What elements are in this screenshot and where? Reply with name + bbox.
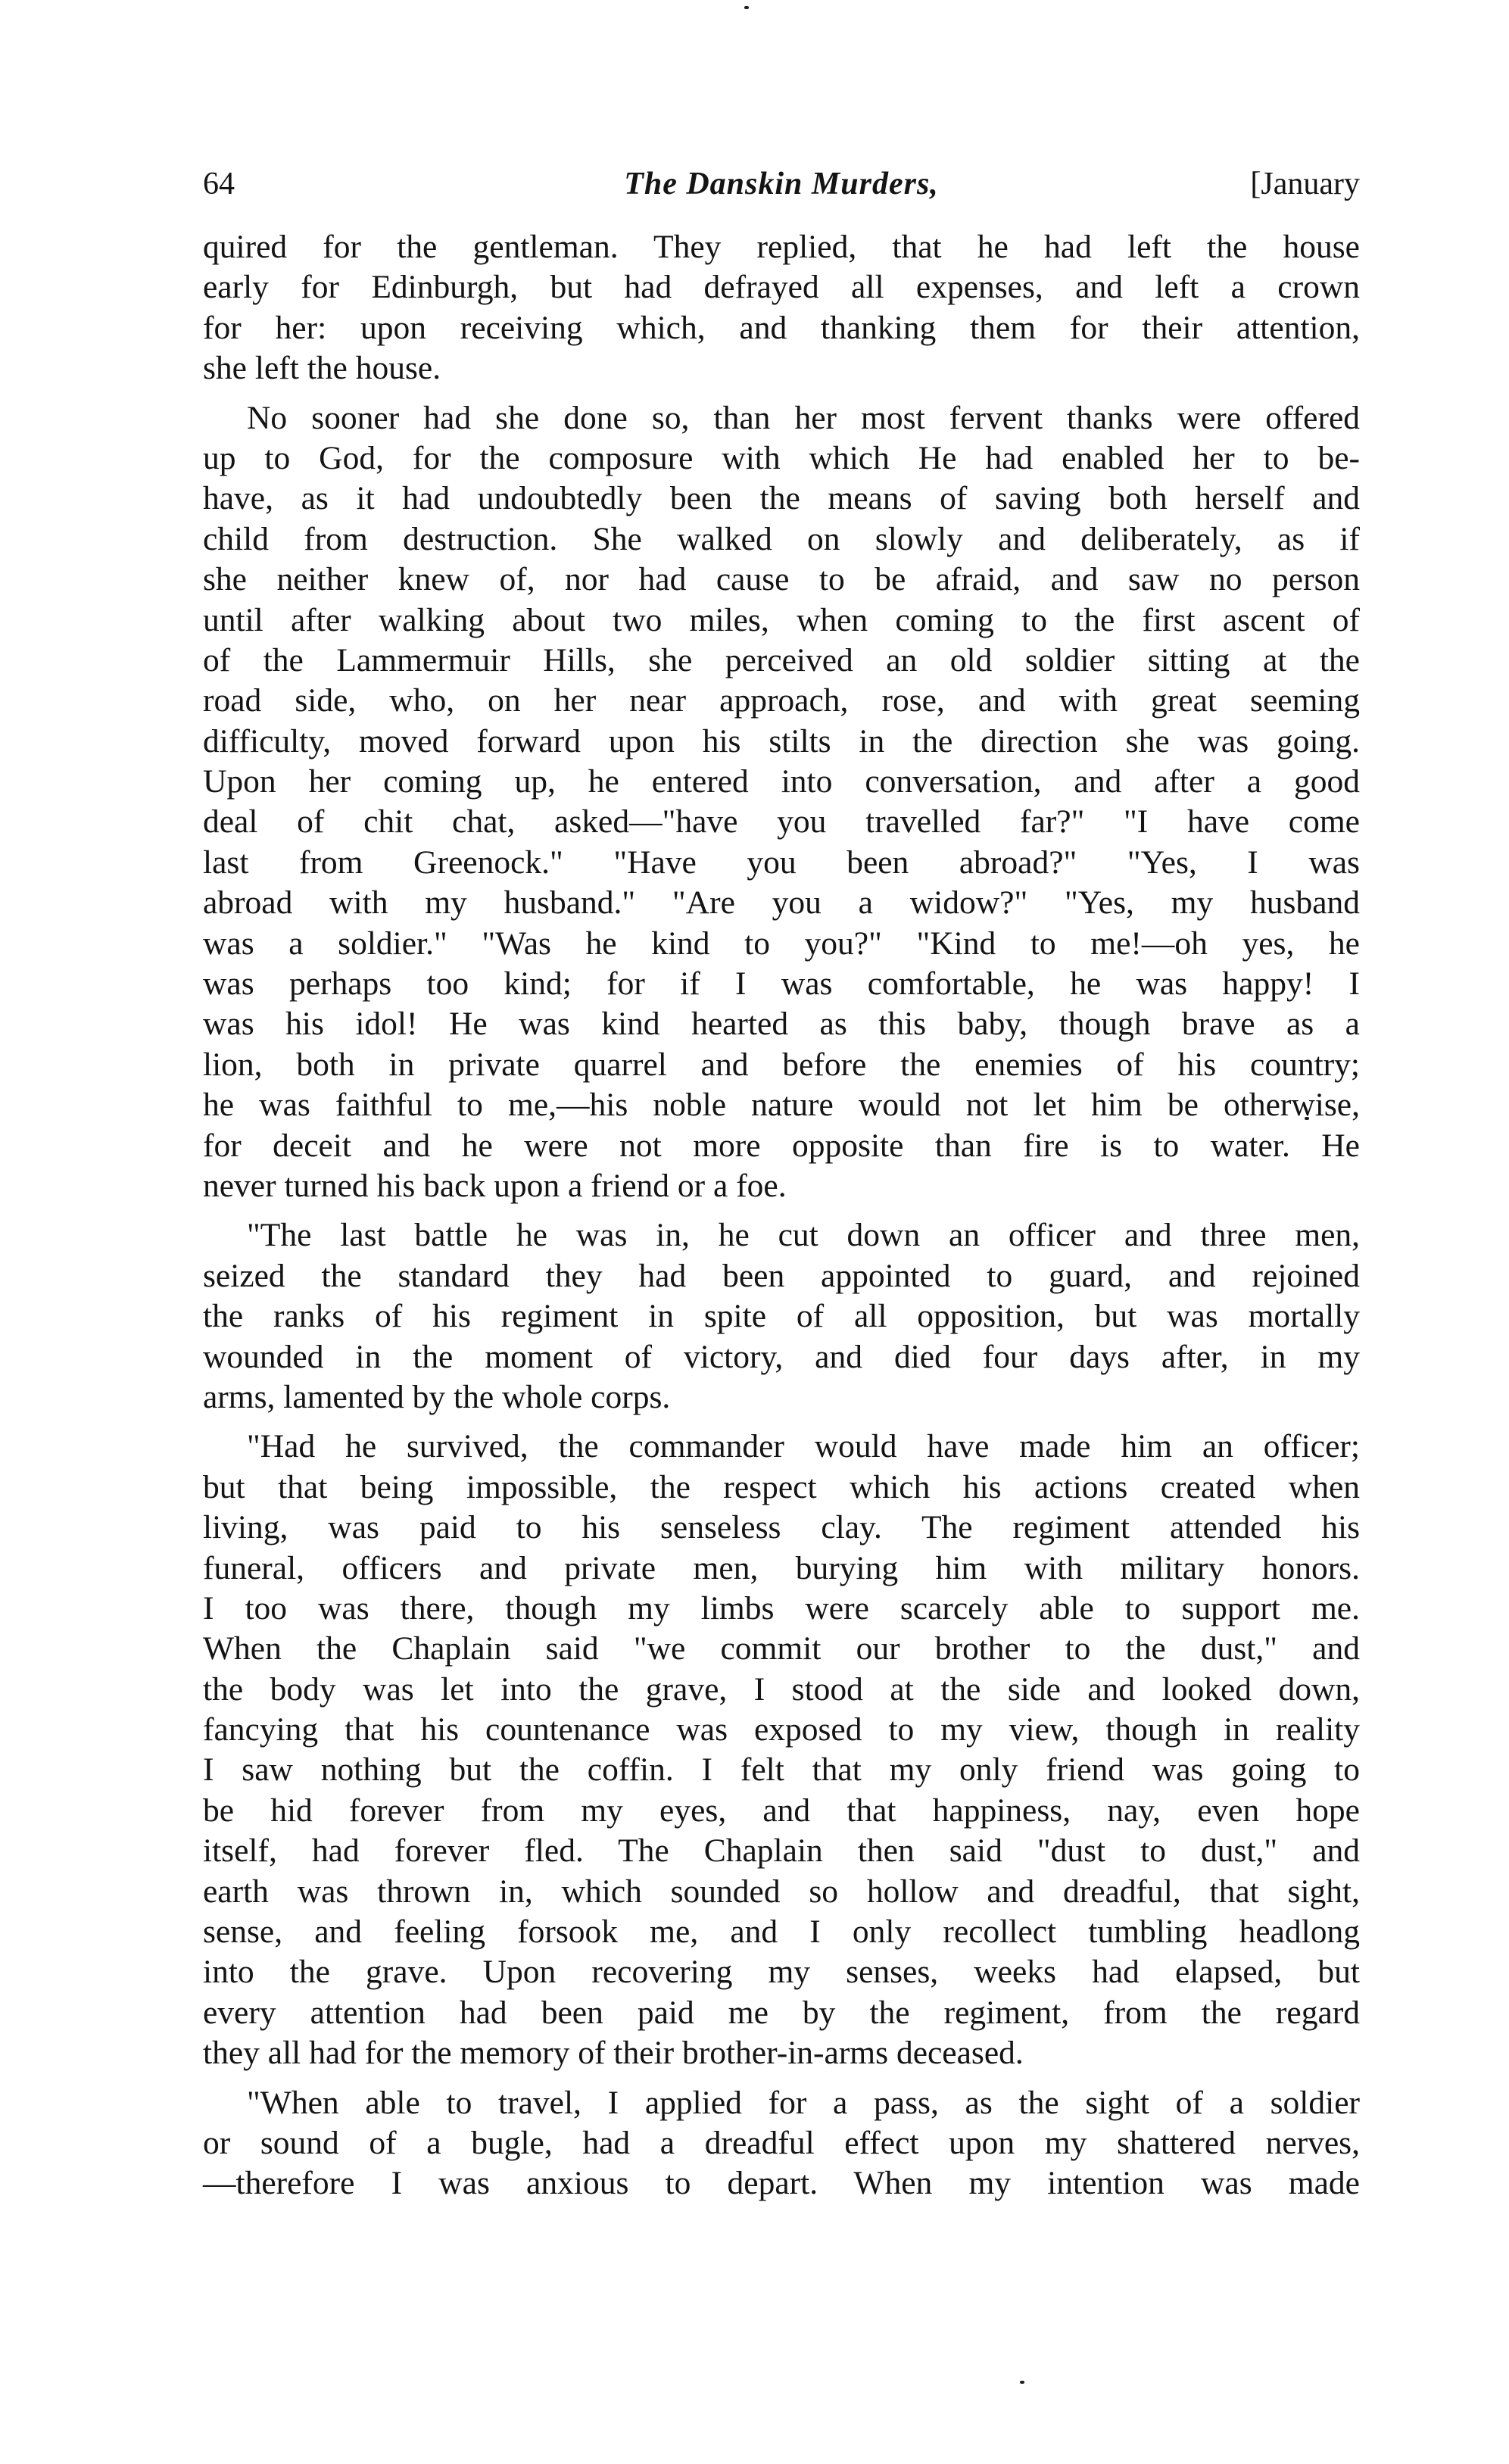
text-line: —therefore I was anxious to depart. When my intention was made xyxy=(203,2165,1360,2202)
text-line: No sooner had she done so, than her most fervent thanks were offered xyxy=(247,399,1360,436)
text-line: arms, lamented by the whole corps. xyxy=(203,1378,671,1415)
text-line: living, was paid to his senseless clay. The regiment attended his xyxy=(203,1509,1360,1546)
text-line: When the Chaplain said "we commit our brother to the dust," and xyxy=(203,1630,1360,1667)
paragraph xyxy=(203,398,1360,1207)
running-date: [January xyxy=(1250,167,1360,201)
text-line: seized the standard they had been appointed to guard, and rejoined xyxy=(203,1257,1360,1294)
text-line: funeral, officers and private men, burying him with military honors. xyxy=(203,1549,1360,1586)
text-line: early for Edinburgh, but had defrayed all expenses, and left a crown xyxy=(203,269,1360,306)
text-line: until after walking about two miles, when coming to the first ascent of xyxy=(203,601,1360,638)
text-line: or sound of a bugle, had a dreadful effect upon my shattered nerves, xyxy=(203,2124,1360,2161)
page-number: 64 xyxy=(203,167,235,201)
text-line: difficulty, moved forward upon his stilts in the direction she was going. xyxy=(203,722,1360,759)
text-line: wounded in the moment of victory, and died four days after, in my xyxy=(203,1338,1360,1375)
text-line: was perhaps too kind; for if I was comfortable, he was happy! I xyxy=(203,965,1360,1003)
text-line: sense, and feeling forsook me, and I only recollect tumbling headlong xyxy=(203,1913,1360,1951)
text-line: for her: upon receiving which, and thanking them for their attention, xyxy=(203,309,1360,346)
print-speck xyxy=(744,6,749,9)
text-line: quired for the gentleman. They replied, that he had left the house xyxy=(203,229,1360,265)
text-line: he was faithful to me,—his noble nature would not let him be otherwise, xyxy=(203,1087,1360,1124)
text-line: road side, who, on her near approach, rose, and with great seeming xyxy=(203,682,1360,719)
text-line: I saw nothing but the coffin. I felt that my only friend was going to xyxy=(203,1751,1360,1789)
text-line: abroad with my husband." "Are you a widow?" "Yes, my husband xyxy=(203,884,1360,922)
text-line: fancying that his countenance was exposed to my view, though in reality xyxy=(203,1711,1360,1748)
text-line: every attention had been paid me by the regiment, from the regard xyxy=(203,1994,1360,2031)
text-line: "The last battle he was in, he cut down an officer and three men, xyxy=(247,1217,1360,1254)
text-line: they all had for the memory of their brother-in-arms deceased. xyxy=(203,2035,1024,2072)
text-line: into the grave. Upon recovering my senses, weeks had elapsed, but xyxy=(203,1954,1360,1991)
text-line: for deceit and he were not more opposite than fire is to water. He xyxy=(203,1127,1360,1164)
text-line: "Had he survived, the commander would have made him an officer; xyxy=(247,1428,1360,1465)
text-line: earth was thrown in, which sounded so hollow and dreadful, that sight, xyxy=(203,1873,1360,1910)
paragraph xyxy=(203,1215,1360,1418)
text-line: never turned his back upon a friend or a foe. xyxy=(203,1167,787,1204)
text-line: "When able to travel, I applied for a pass, as the sight of a soldier xyxy=(247,2084,1360,2121)
text-line: deal of chit chat, asked—"have you travelled far?" "I have come xyxy=(203,803,1360,841)
running-title: The Danskin Murders, xyxy=(624,167,939,201)
text-line: the ranks of his regiment in spite of all opposition, but was mortally xyxy=(203,1298,1360,1335)
text-line: but that being impossible, the respect which his actions created when xyxy=(203,1468,1360,1505)
text-line: of the Lammermuir Hills, she perceived an old soldier sitting at the xyxy=(203,641,1360,678)
text-line: she left the house. xyxy=(203,350,441,387)
text-line: I too was there, though my limbs were scarcely able to support me. xyxy=(203,1589,1360,1627)
text-line: was a soldier." "Was he kind to you?" "Kind to me!—oh yes, he xyxy=(203,925,1360,962)
text-line: have, as it had undoubtedly been the means of saving both herself and xyxy=(203,480,1360,517)
paragraph xyxy=(203,1427,1360,2073)
text-line: lion, both in private quarrel and before the enemies of his country; xyxy=(203,1046,1360,1083)
text-line: itself, had forever fled. The Chaplain then said "dust to dust," and xyxy=(203,1832,1360,1870)
text-line: be hid forever from my eyes, and that happiness, nay, even hope xyxy=(203,1792,1360,1829)
paragraph xyxy=(203,2083,1360,2204)
text-line: Upon her coming up, he entered into conversation, and after a good xyxy=(203,763,1360,800)
text-line: was his idol! He was kind hearted as this baby, though brave as a xyxy=(203,1006,1360,1043)
print-speck xyxy=(1020,2381,1024,2384)
paragraph xyxy=(203,227,1360,389)
text-line: the body was let into the grave, I stood at the side and looked down, xyxy=(203,1670,1360,1708)
body-text xyxy=(203,227,1360,2204)
running-head xyxy=(203,158,1360,211)
text-line: she neither knew of, nor had cause to be afraid, and saw no person xyxy=(203,561,1360,598)
text-line: up to God, for the composure with which He had enabled her to be- xyxy=(203,439,1360,476)
text-line: child from destruction. She walked on slowly and deliberately, as if xyxy=(203,520,1360,557)
text-line: last from Greenock." "Have you been abroad?" "Yes, I was xyxy=(203,844,1360,881)
